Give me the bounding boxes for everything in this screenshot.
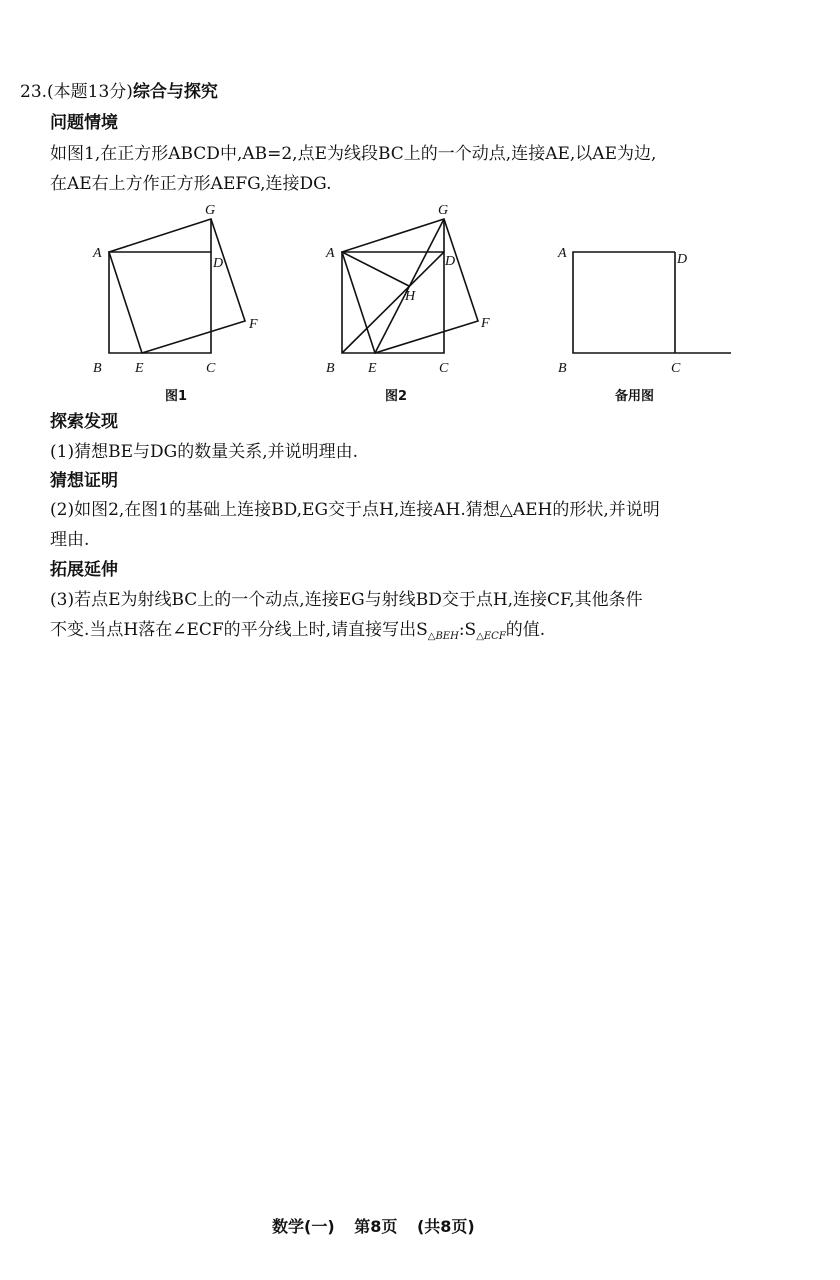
label-g: G xyxy=(438,203,449,218)
question-number-score: 23.(本题13分) xyxy=(20,82,133,102)
label-f: F xyxy=(249,317,258,332)
question-title: 综合与探究 xyxy=(132,82,218,102)
label-a: A xyxy=(558,246,567,261)
intro-line-2: 在AE右上方作正方形AEFG,连接DG. xyxy=(50,174,332,194)
diagonal-bd xyxy=(342,252,444,353)
question-part-2-line-1: (2)如图2,在图1的基础上连接BD,EG交于点H,连接AH.猜想△AEH的形状,并说明 xyxy=(50,500,660,520)
figure-1-caption: 图1 xyxy=(165,389,188,404)
label-c: C xyxy=(671,361,681,376)
figure-1 xyxy=(85,195,285,385)
spare-figure xyxy=(555,195,755,385)
section-heading-extension: 拓展延伸 xyxy=(50,560,118,580)
label-d: D xyxy=(445,254,456,269)
label-h: H xyxy=(405,289,416,304)
section-heading-context: 问题情境 xyxy=(50,113,118,133)
figure-2 xyxy=(320,195,520,385)
section-heading-explore: 探索发现 xyxy=(50,412,118,432)
footer-total: (共8页) xyxy=(416,1217,475,1236)
question-part-3-line-1: (3)若点E为射线BC上的一个动点,连接EG与射线BD交于点H,连接CF,其他条件 xyxy=(50,590,643,610)
page-footer xyxy=(272,1214,475,1237)
footer-page: 第8页 xyxy=(354,1217,398,1236)
segment-eg xyxy=(375,219,444,353)
label-a: A xyxy=(93,246,102,261)
q3-text-a: 不变.当点H落在∠ECF的平分线上时,请直接写出S xyxy=(50,620,428,640)
label-d: D xyxy=(213,256,224,271)
label-b: B xyxy=(558,361,567,376)
question-part-1: (1)猜想BE与DG的数量关系,并说明理由. xyxy=(50,442,358,462)
label-b: B xyxy=(326,361,335,376)
q3-subscript-ecf: △ECF xyxy=(476,631,506,642)
square-abcd xyxy=(109,252,211,353)
label-f: F xyxy=(481,316,490,331)
label-b: B xyxy=(93,361,102,376)
square-abcd-with-ray xyxy=(573,252,675,353)
spare-figure-caption: 备用图 xyxy=(615,389,655,404)
footer-subject: 数学(一) xyxy=(272,1217,335,1236)
q3-subscript-beh: △BEH xyxy=(427,631,459,642)
label-d: D xyxy=(677,252,688,267)
intro-line-1: 如图1,在正方形ABCD中,AB=2,点E为线段BC上的一个动点,连接AE,以AE为边, xyxy=(50,144,657,164)
label-a: A xyxy=(326,246,335,261)
label-g: G xyxy=(205,203,216,218)
question-part-2-line-2: 理由. xyxy=(50,530,90,550)
label-c: C xyxy=(439,361,449,376)
square-aefg xyxy=(109,219,245,353)
q3-colon: :S xyxy=(458,620,477,640)
figure-2-caption: 图2 xyxy=(385,389,408,404)
label-e: E xyxy=(368,361,377,376)
q3-text-b: 的值. xyxy=(505,620,546,640)
question-header xyxy=(20,80,218,104)
label-c: C xyxy=(206,361,216,376)
section-heading-conjecture: 猜想证明 xyxy=(50,471,118,491)
question-part-3-line-2 xyxy=(50,618,545,649)
label-e: E xyxy=(135,361,144,376)
